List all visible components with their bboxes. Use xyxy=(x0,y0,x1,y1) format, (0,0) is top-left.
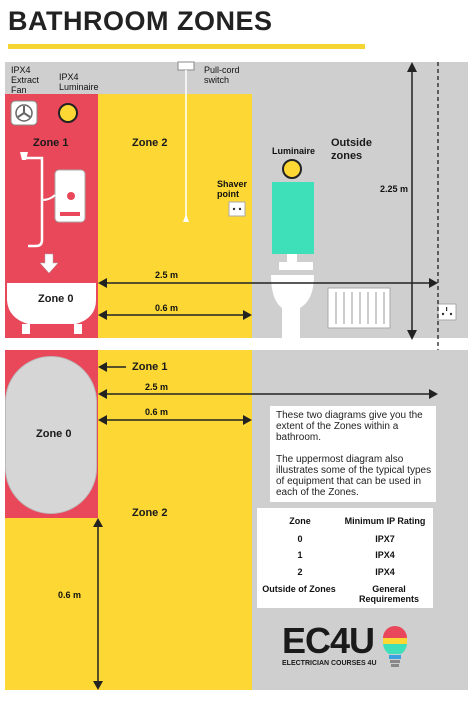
ipx4-luminaire-label: IPX4 Luminaire xyxy=(59,72,99,92)
bottom-zone1-label: Zone 1 xyxy=(132,361,168,373)
table-header-zone: Zone xyxy=(289,516,311,526)
lightbulb-icon xyxy=(380,624,410,670)
pull-cord-label: Pull-cord switch xyxy=(204,65,240,85)
bottom-dim-2-5-label: 2.5 m xyxy=(145,382,169,392)
top-zone1-label: Zone 1 xyxy=(33,137,69,149)
table-row-3-rating: General Requirements xyxy=(358,584,420,604)
ec4u-logo xyxy=(282,622,412,672)
top-zone0-label: Zone 0 xyxy=(38,293,74,305)
outside-zones-label: Outside zones xyxy=(331,137,372,162)
table-row-1-zone: 1 xyxy=(297,550,303,560)
table-row-3-zone: Outside of Zones xyxy=(262,584,336,594)
logo-text: EC4U xyxy=(282,620,375,661)
bottom-zone0-label: Zone 0 xyxy=(36,428,72,440)
bottom-dim-0-6-arrow xyxy=(98,415,252,425)
info-paragraph-1: These two diagrams give you the extent of the Zones within a bathroom. xyxy=(276,410,423,443)
info-paragraph-2: The uppermost diagram also illustrates some of the typical types of equipment that can be used in each of the Zones. xyxy=(276,454,432,498)
table-header-rating: Minimum IP Rating xyxy=(344,516,426,526)
table-row-2-zone: 2 xyxy=(297,567,303,577)
bottom-vertical-0-6-arrow xyxy=(93,518,103,690)
height-label: 2.25 m xyxy=(380,184,409,194)
table-row-0-rating: IPX7 xyxy=(375,534,395,544)
extract-fan-label: IPX4 Extract Fan xyxy=(11,65,40,95)
bottom-zone2-label: Zone 2 xyxy=(132,507,168,519)
bottom-dim-0-6-label: 0.6 m xyxy=(145,407,169,417)
table-row-1-rating: IPX4 xyxy=(375,550,395,560)
bottom-zone1-arrow xyxy=(98,362,126,372)
top-zone2-label: Zone 2 xyxy=(132,137,168,149)
info-box xyxy=(270,406,436,502)
top-dim-0-6-label: 0.6 m xyxy=(155,303,179,313)
table-row-0-zone: 0 xyxy=(297,534,303,544)
table-row-2-rating: IPX4 xyxy=(375,567,395,577)
page-title: BATHROOM ZONES xyxy=(8,6,273,36)
logo-subtitle: ELECTRICIAN COURSES 4U xyxy=(282,660,377,667)
shaver-point-label: Shaver point xyxy=(217,179,248,199)
luminaire-label: Luminaire xyxy=(272,146,316,156)
bottom-dim-0-6-vertical-label: 0.6 m xyxy=(58,590,82,600)
top-dim-2-5-label: 2.5 m xyxy=(155,270,179,280)
ip-rating-table xyxy=(257,508,433,608)
